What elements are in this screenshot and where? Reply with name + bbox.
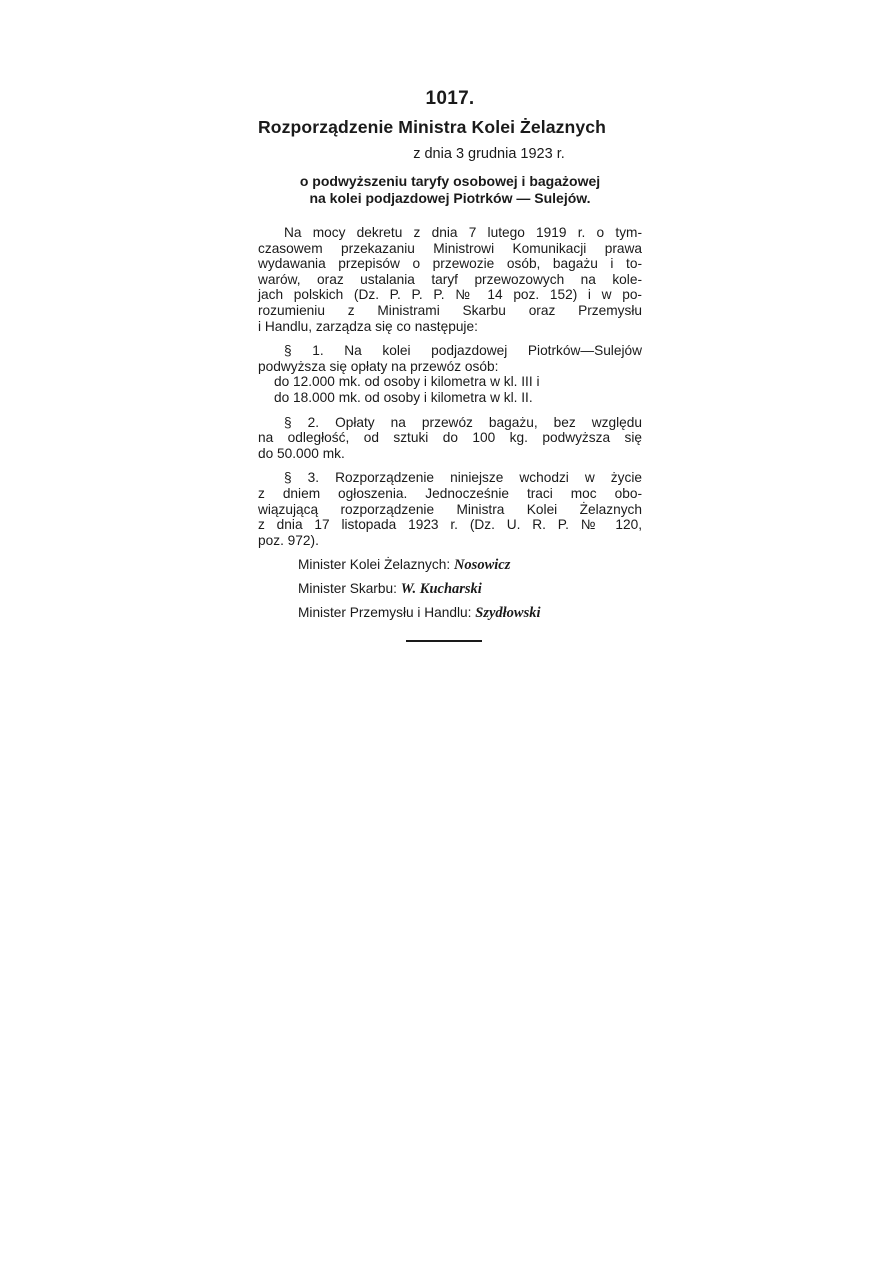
signature-line bbox=[298, 557, 642, 573]
section-3-line: z dniem ogłoszenia. Jednocześnie traci moc obo- bbox=[258, 485, 642, 501]
signature-line bbox=[298, 581, 642, 597]
preamble-line: wydawania przepisów o przewozie osób, bagażu i to- bbox=[258, 256, 642, 272]
document-number: 1017. bbox=[425, 88, 475, 109]
section-3-line: wiązującą rozporządzenie Ministra Kolei Żelaznych bbox=[258, 501, 642, 517]
section-3-paragraph bbox=[258, 470, 642, 548]
section-1-rates bbox=[258, 374, 642, 405]
preamble-line: czasowem przekazaniu Ministrowi Komunikacji prawa bbox=[258, 240, 642, 256]
preamble-line: Na mocy dekretu z dnia 7 lutego 1919 r. o tym- bbox=[284, 225, 642, 240]
signature-name: W. Kucharski bbox=[400, 581, 482, 598]
subject-line: na kolei podjazdowej Piotrków — Sulejów. bbox=[309, 190, 591, 206]
signature-role: Minister Skarbu: bbox=[298, 581, 397, 597]
rate-line: do 18.000 mk. od osoby i kilometra w kl. II. bbox=[274, 389, 533, 405]
preamble-paragraph bbox=[258, 225, 642, 334]
rate-line: do 12.000 mk. od osoby i kilometra w kl. III i bbox=[274, 374, 540, 390]
section-1-paragraph bbox=[258, 343, 642, 374]
preamble-line: i Handlu, zarządza się co następuje: bbox=[258, 318, 478, 334]
section-3-line: poz. 972). bbox=[258, 532, 319, 548]
section-2-paragraph bbox=[258, 415, 642, 462]
document-column bbox=[258, 88, 642, 642]
subject-line: o podwyższeniu taryfy osobowej i bagażowej bbox=[299, 173, 601, 189]
signature-line bbox=[298, 605, 642, 621]
document-title: Rozporządzenie Ministra Kolei Żelaznych bbox=[258, 117, 607, 137]
signature-role: Minister Przemysłu i Handlu: bbox=[298, 605, 472, 621]
document-subject bbox=[258, 173, 642, 207]
preamble-line: warów, oraz ustalania taryf przewozowych na kole- bbox=[258, 271, 642, 287]
section-3-line: § 3. Rozporządzenie niniejsze wchodzi w życie bbox=[284, 470, 642, 486]
section-2-line: do 50.000 mk. bbox=[258, 445, 345, 461]
section-1-line: podwyższa się opłaty na przewóz osób: bbox=[258, 358, 499, 374]
closing-rule bbox=[406, 640, 482, 642]
section-3-line: z dnia 17 listopada 1923 r. (Dz. U. R. P. № 120, bbox=[258, 517, 642, 533]
section-2-line: na odległość, od sztuki do 100 kg. podwyższa się bbox=[258, 430, 642, 446]
signature-name: Nosowicz bbox=[453, 557, 511, 574]
signature-name: Szydłowski bbox=[475, 605, 541, 622]
section-2-line: § 2. Opłaty na przewóz bagażu, bez względu bbox=[284, 414, 642, 430]
document-date: z dnia 3 grudnia 1923 r. bbox=[413, 146, 565, 162]
preamble-line: rozumieniu z Ministrami Skarbu oraz Przemysłu bbox=[258, 302, 642, 318]
section-1-line: § 1. Na kolei podjazdowej Piotrków—Sulejów bbox=[284, 343, 642, 359]
signature-role: Minister Kolei Żelaznych: bbox=[298, 557, 451, 573]
preamble-line: jach polskich (Dz. P. P. P. № 14 poz. 152) i w po- bbox=[258, 287, 642, 303]
